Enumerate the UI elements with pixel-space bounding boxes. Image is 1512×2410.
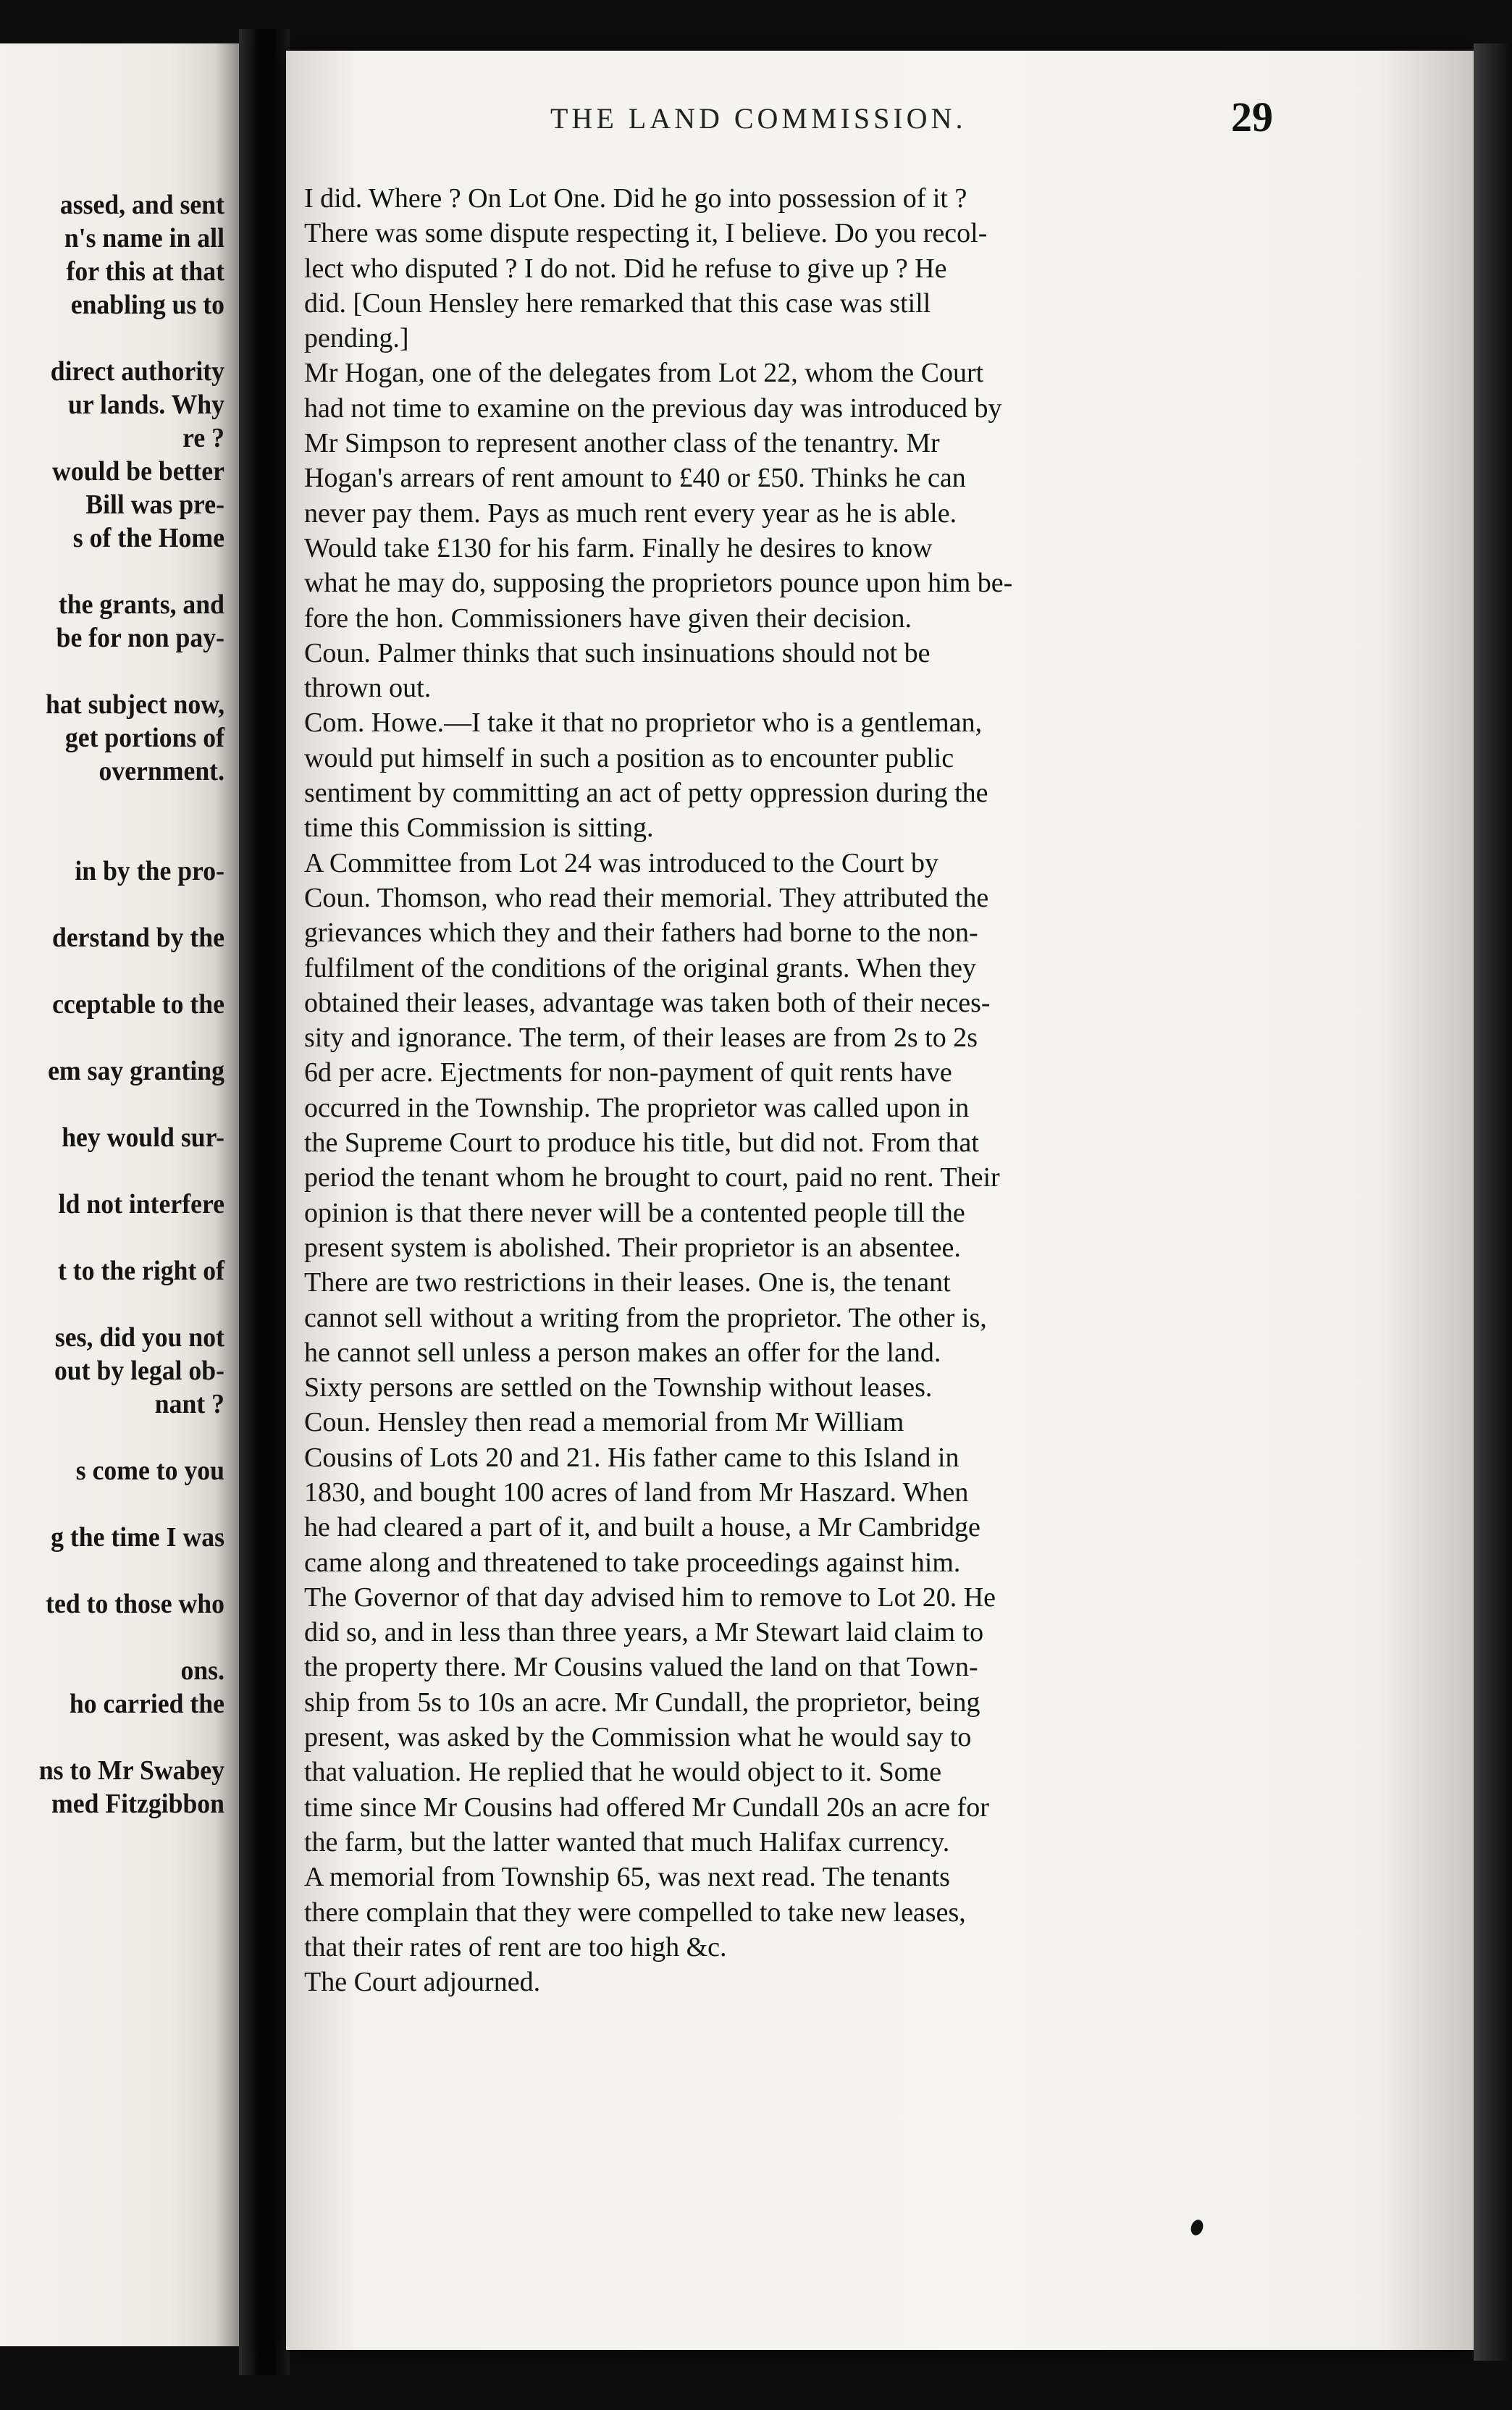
left-text-fragment: out by legal ob- — [54, 1356, 225, 1386]
text-line: did so, and in less than three years, a Mr Stewart laid claim to — [304, 1617, 984, 1648]
text-line: ship from 5s to 10s an acre. Mr Cundall, the proprietor, being — [304, 1687, 980, 1718]
left-text-fragment: t to the right of — [57, 1256, 224, 1286]
text-line: fulfilment of the conditions of the original grants. When they — [304, 952, 976, 983]
text-line: opinion is that there never will be a contented people till the — [304, 1197, 965, 1228]
text-line: I did. Where ? On Lot One. Did he go into possession of it ? — [304, 183, 967, 214]
text-line: had not time to examine on the previous day was introduced by — [304, 392, 1002, 424]
left-text-fragment — [0, 1554, 224, 1587]
left-text-fragment: in by the pro- — [75, 856, 224, 886]
left-text-fragment: direct authority — [50, 356, 224, 387]
text-line: There was some dispute respecting it, I believe. Do you recol- — [304, 218, 988, 249]
text-line: Mr Hogan, one of the delegates from Lot 22, whom the Court — [304, 358, 984, 389]
text-line: never pay them. Pays as much rent every year as he is able. — [304, 497, 957, 529]
left-text-fragment: hat subject now, — [46, 689, 224, 720]
text-line: did. [Coun Hensley here remarked that this case was still — [304, 287, 931, 319]
text-line: the property there. Mr Cousins valued the land on that Town- — [304, 1652, 978, 1683]
text-line: what he may do, supposing the proprietors pounce upon him be- — [304, 568, 1013, 599]
left-text-fragment: cceptable to the — [52, 989, 225, 1020]
left-text-fragment: ld not interfere — [58, 1189, 224, 1219]
page-number: 29 — [1231, 93, 1273, 140]
text-line: Coun. Thomson, who read their memorial. They attributed the — [304, 882, 989, 913]
text-line: There are two restrictions in their leases. One is, the tenant — [304, 1267, 951, 1298]
text-line: Mr Simpson to represent another class of the tenantry. Mr — [304, 428, 940, 459]
text-line: The Governor of that day advised him to remove to Lot 20. He — [304, 1582, 996, 1613]
text-line: there complain that they were compelled to take new leases, — [304, 1897, 966, 1928]
text-line: would put himself in such a position as to encounter public — [304, 742, 954, 773]
text-line: occurred in the Township. The proprietor was called upon in — [304, 1092, 970, 1123]
text-line: Would take £130 for his farm. Finally he desires to know — [304, 532, 933, 563]
text-line: Coun. Hensley then read a memorial from Mr William — [304, 1407, 904, 1438]
left-facing-page — [0, 43, 239, 2346]
left-text-fragment: Bill was pre- — [85, 490, 224, 520]
left-text-fragment: n's name in all — [64, 223, 224, 253]
left-text-fragment: nant ? — [154, 1389, 224, 1419]
text-line: the Supreme Court to produce his title, but did not. From that — [304, 1128, 979, 1159]
text-line: time this Commission is sitting. — [304, 813, 654, 844]
text-line: Sixty persons are settled on the Township without leases. — [304, 1372, 933, 1403]
left-text-fragment: em say granting — [48, 1056, 224, 1086]
left-text-fragment — [0, 1288, 224, 1321]
text-line: fore the hon. Commissioners have given their decision. — [304, 602, 912, 634]
left-text-fragment — [0, 788, 224, 821]
text-line: Cousins of Lots 20 and 21. His father came to this Island in — [304, 1442, 959, 1473]
text-line: present, was asked by the Commission what he would say to — [304, 1722, 972, 1753]
text-line: Hogan's arrears of rent amount to £40 or £50. Thinks he can — [304, 463, 966, 494]
text-line: the farm, but the latter wanted that much Halifax currency. — [304, 1826, 950, 1857]
left-text-fragment: be for non pay- — [56, 623, 224, 653]
left-text-fragment: ons. — [180, 1655, 224, 1686]
text-line: time since Mr Cousins had offered Mr Cundall 20s an acre for — [304, 1792, 989, 1823]
left-text-fragment: ted to those who — [46, 1589, 224, 1619]
text-line: sentiment by committing an act of petty oppression during the — [304, 778, 988, 809]
left-text-fragment: overnment. — [98, 756, 224, 786]
left-text-fragment: for this at that — [66, 256, 224, 287]
left-text-fragment — [0, 1221, 224, 1254]
text-line: obtained their leases, advantage was taken both of their neces- — [304, 987, 991, 1018]
left-text-fragment: get portions of — [64, 723, 224, 753]
text-line: cannot sell without a writing from the proprietor. The other is, — [304, 1302, 987, 1333]
left-text-fragment — [0, 1621, 224, 1654]
text-line: present system is abolished. Their proprietor is an absentee. — [304, 1232, 961, 1263]
left-text-fragment: g the time I was — [51, 1522, 225, 1553]
left-text-fragment — [0, 655, 224, 688]
left-text-fragment — [0, 821, 224, 855]
left-text-fragment: s of the Home — [72, 523, 224, 553]
book-gutter — [239, 29, 290, 2375]
left-text-fragment: ho carried the — [69, 1689, 224, 1719]
text-line: that valuation. He replied that he would object to it. Some — [304, 1757, 942, 1788]
left-text-fragment — [0, 1021, 224, 1054]
text-line: thrown out. — [304, 673, 432, 704]
text-line: The Court adjourned. — [304, 1967, 541, 1998]
left-text-fragment: ur lands. Why — [68, 390, 224, 420]
text-line: pending.] — [304, 323, 409, 354]
left-text-fragment — [0, 888, 224, 921]
left-text-fragment: re ? — [182, 423, 224, 453]
page-edge — [1474, 43, 1512, 2361]
text-line: A Committee from Lot 24 was introduced to the Court by — [304, 847, 938, 878]
text-line: A memorial from Township 65, was next read. The tenants — [304, 1862, 950, 1893]
text-line: lect who disputed ? I do not. Did he refuse to give up ? He — [304, 253, 947, 284]
left-text-fragment — [0, 1421, 224, 1454]
left-text-fragment — [0, 322, 224, 355]
text-line: he had cleared a part of it, and built a house, a Mr Cambridge — [304, 1512, 980, 1543]
left-text-fragment: ns to Mr Swabey — [38, 1755, 224, 1786]
left-text-fragment: would be better — [52, 456, 225, 487]
text-line: Com. Howe.—I take it that no proprietor who is a gentleman, — [304, 708, 983, 739]
left-text-fragment: s come to you — [75, 1456, 224, 1486]
text-line: period the tenant whom he brought to court, paid no rent. Their — [304, 1162, 1000, 1193]
running-head: THE LAND COMMISSION. — [550, 102, 967, 135]
text-line: he cannot sell unless a person makes an offer for the land. — [304, 1337, 941, 1368]
text-line: 6d per acre. Ejectments for non-payment of quit rents have — [304, 1057, 952, 1088]
left-text-fragment: ses, did you not — [54, 1322, 225, 1353]
left-text-fragment — [0, 954, 224, 988]
left-text-fragment: enabling us to — [70, 290, 225, 320]
text-line: 1830, and bought 100 acres of land from Mr Haszard. When — [304, 1477, 969, 1508]
text-line: sity and ignorance. The term, of their leases are from 2s to 2s — [304, 1023, 978, 1054]
body-text — [304, 181, 1246, 1999]
text-line: grievances which they and their fathers had borne to the non- — [304, 918, 978, 949]
text-line: came along and threatened to take proceedings against him. — [304, 1547, 961, 1578]
left-text-fragment — [0, 1154, 224, 1188]
left-text-fragment: med Fitzgibbon — [51, 1789, 224, 1819]
left-page-text — [0, 188, 224, 1821]
left-text-fragment: derstand by the — [51, 923, 224, 953]
left-text-fragment: assed, and sent — [59, 190, 224, 220]
text-line: Coun. Palmer thinks that such insinuations should not be — [304, 637, 931, 668]
left-text-fragment: the grants, and — [58, 589, 224, 620]
left-text-fragment — [0, 1088, 224, 1121]
left-text-fragment — [0, 1487, 224, 1521]
text-line: that their rates of rent are too high &c. — [304, 1931, 727, 1962]
left-text-fragment — [0, 555, 224, 588]
left-text-fragment: hey would sur- — [62, 1122, 224, 1153]
left-text-fragment — [0, 1721, 224, 1754]
